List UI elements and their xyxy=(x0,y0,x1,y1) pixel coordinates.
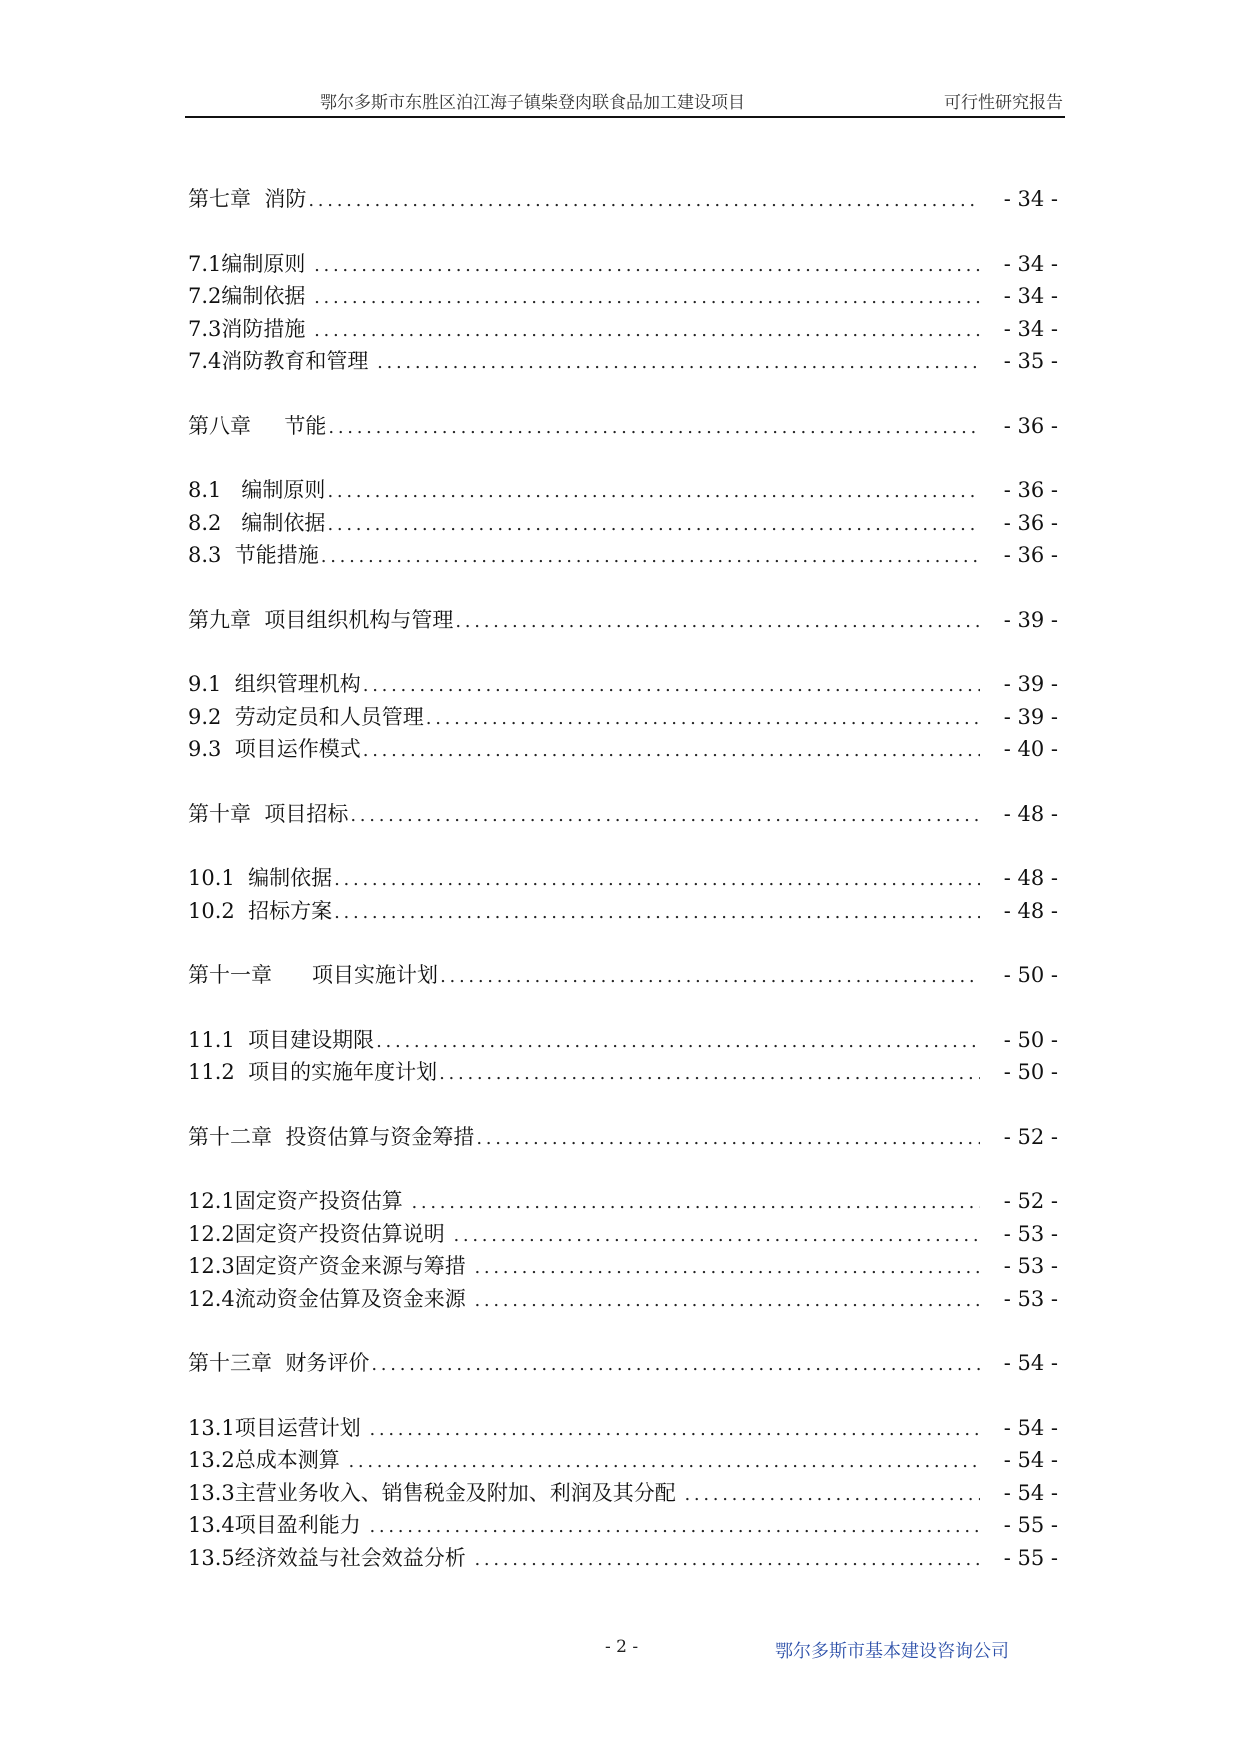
toc-entry-title: 第十二章 投资估算与资金筹措 xyxy=(188,1124,475,1149)
toc-entry-title: 7.1编制原则 xyxy=(188,251,313,276)
toc-entry-title: 12.2固定资产投资估算说明 xyxy=(188,1221,452,1246)
toc-page-number: - 36 - xyxy=(1003,510,1058,535)
toc-chapter-entry[interactable] xyxy=(188,959,1058,992)
toc-dot-leader xyxy=(334,864,980,895)
toc-chapter-entry[interactable] xyxy=(188,183,1058,216)
toc-entry-title: 11.1 项目建设期限 xyxy=(188,1027,375,1052)
toc-page-number: - 52 - xyxy=(1003,1124,1058,1149)
toc-dot-leader xyxy=(476,1123,980,1154)
toc-section-entry[interactable] xyxy=(188,1250,1058,1283)
toc-spacer xyxy=(188,1315,1058,1347)
toc-entry-title: 12.1固定资产投资估算 xyxy=(188,1189,410,1213)
toc-section-entry[interactable] xyxy=(188,474,1058,507)
toc-dot-leader xyxy=(439,1058,980,1089)
toc-dot-leader xyxy=(474,1544,980,1575)
toc-entry-title: 11.2 项目的实施年度计划 xyxy=(188,1060,438,1084)
toc-spacer xyxy=(188,830,1058,862)
toc-section-entry[interactable] xyxy=(188,1412,1058,1445)
toc-entry-title: 第十三章 财务评价 xyxy=(188,1351,370,1375)
toc-dot-leader xyxy=(474,1285,980,1316)
toc-section-entry[interactable] xyxy=(188,1509,1058,1542)
toc-entry-title: 9.1 组织管理机构 xyxy=(188,672,361,696)
toc-section-entry[interactable] xyxy=(188,701,1058,734)
toc-page-number: - 39 - xyxy=(1003,607,1058,632)
toc-page-number: - 50 - xyxy=(1003,963,1058,987)
toc-entry-title: 8.2 编制依据 xyxy=(188,510,326,535)
toc-section-entry[interactable] xyxy=(188,1283,1058,1316)
toc-page-number: - 48 - xyxy=(1003,898,1058,923)
toc-entry-title: 12.3固定资产资金来源与筹措 xyxy=(188,1254,473,1278)
toc-dot-leader xyxy=(348,1446,980,1477)
toc-spacer xyxy=(188,927,1058,959)
toc-page-number: - 54 - xyxy=(1003,1448,1058,1472)
toc-section-entry[interactable] xyxy=(188,313,1058,346)
toc-page-number: - 34 - xyxy=(1003,284,1058,308)
toc-section-entry[interactable] xyxy=(188,1444,1058,1477)
toc-section-entry[interactable] xyxy=(188,539,1058,572)
toc-dot-leader xyxy=(371,1349,980,1380)
toc-spacer xyxy=(188,378,1058,410)
footer-page-number: - 2 - xyxy=(605,1637,639,1657)
toc-entry-title: 9.2 劳动定员和人员管理 xyxy=(188,704,424,729)
toc-dot-leader xyxy=(328,412,980,443)
toc-entry-title: 7.4消防教育和管理 xyxy=(188,349,376,373)
toc-dot-leader xyxy=(327,509,980,540)
toc-dot-leader xyxy=(369,1511,980,1542)
toc-chapter-entry[interactable] xyxy=(188,1347,1058,1380)
toc-dot-leader xyxy=(376,1026,980,1057)
toc-dot-leader xyxy=(453,1220,980,1251)
toc-entry-title: 7.3消防措施 xyxy=(188,316,313,341)
toc-page-number: - 36 - xyxy=(1003,478,1058,502)
toc-section-entry[interactable] xyxy=(188,862,1058,895)
toc-entry-title: 8.3 节能措施 xyxy=(188,543,319,567)
toc-dot-leader xyxy=(321,541,980,572)
toc-page-number: - 54 - xyxy=(1003,1480,1058,1505)
toc-page-number: - 48 - xyxy=(1003,866,1058,890)
toc-page-number: - 34 - xyxy=(1003,316,1058,341)
toc-entry-title: 第七章 消防 xyxy=(188,187,307,211)
toc-page-number: - 54 - xyxy=(1003,1351,1058,1375)
toc-entry-title: 第十一章 项目实施计划 xyxy=(188,963,439,987)
toc-dot-leader xyxy=(350,800,980,831)
toc-chapter-entry[interactable] xyxy=(188,604,1058,637)
toc-page-number: - 53 - xyxy=(1003,1254,1058,1278)
page-header xyxy=(185,86,1065,118)
toc-entry-title: 9.3 项目运作模式 xyxy=(188,737,361,761)
toc-page-number: - 54 - xyxy=(1003,1415,1058,1440)
toc-entry-title: 13.2总成本测算 xyxy=(188,1448,347,1472)
toc-section-entry[interactable] xyxy=(188,248,1058,281)
toc-dot-leader xyxy=(363,735,980,766)
toc-entry-title: 13.4项目盈利能力 xyxy=(188,1513,368,1537)
toc-spacer xyxy=(188,216,1058,248)
toc-dot-leader xyxy=(327,476,980,507)
toc-entry-title: 13.3主营业务收入、销售税金及附加、利润及其分配 xyxy=(188,1480,683,1505)
toc-entry-title: 第八章 节能 xyxy=(188,413,327,438)
header-project-title: 鄂尔多斯市东胜区泊江海子镇柴登肉联食品加工建设项目 xyxy=(320,93,745,113)
toc-dot-leader xyxy=(314,282,980,313)
toc-dot-leader xyxy=(334,897,980,928)
toc-dot-leader xyxy=(474,1252,980,1283)
table-of-contents xyxy=(188,183,1058,1574)
toc-entry-title: 12.4流动资金估算及资金来源 xyxy=(188,1286,473,1311)
toc-page-number: - 48 - xyxy=(1003,801,1058,826)
toc-page-number: - 53 - xyxy=(1003,1221,1058,1246)
toc-entry-title: 10.1 编制依据 xyxy=(188,866,333,890)
toc-page-number: - 39 - xyxy=(1003,704,1058,729)
toc-spacer xyxy=(188,1089,1058,1121)
toc-chapter-entry[interactable] xyxy=(188,1121,1058,1154)
toc-chapter-entry[interactable] xyxy=(188,798,1058,831)
toc-entry-title: 13.5经济效益与社会效益分析 xyxy=(188,1545,473,1570)
toc-entry-title: 8.1 编制原则 xyxy=(188,478,326,502)
toc-dot-leader xyxy=(314,250,980,281)
toc-dot-leader xyxy=(684,1479,980,1510)
toc-dot-leader xyxy=(411,1187,980,1218)
toc-page-number: - 50 - xyxy=(1003,1027,1058,1052)
toc-page-number: - 36 - xyxy=(1003,413,1058,438)
toc-dot-leader xyxy=(314,315,980,346)
toc-page-number: - 52 - xyxy=(1003,1189,1058,1213)
toc-spacer xyxy=(188,766,1058,798)
toc-entry-title: 第十章 项目招标 xyxy=(188,801,349,826)
header-doc-type: 可行性研究报告 xyxy=(944,93,1063,113)
toc-section-entry[interactable] xyxy=(188,1185,1058,1218)
toc-section-entry[interactable] xyxy=(188,1218,1058,1251)
toc-section-entry[interactable] xyxy=(188,1477,1058,1510)
toc-spacer xyxy=(188,572,1058,604)
footer-company-name: 鄂尔多斯市基本建设咨询公司 xyxy=(775,1641,1009,1662)
toc-page-number: - 40 - xyxy=(1003,737,1058,761)
toc-entry-title: 13.1项目运营计划 xyxy=(188,1415,368,1440)
toc-dot-leader xyxy=(455,606,980,637)
toc-spacer xyxy=(188,636,1058,668)
toc-page-number: - 35 - xyxy=(1003,349,1058,373)
toc-section-entry[interactable] xyxy=(188,507,1058,540)
toc-section-entry[interactable] xyxy=(188,1056,1058,1089)
toc-dot-leader xyxy=(363,670,980,701)
toc-spacer xyxy=(188,442,1058,474)
toc-dot-leader xyxy=(377,347,980,378)
toc-page-number: - 34 - xyxy=(1003,251,1058,276)
toc-spacer xyxy=(188,992,1058,1024)
toc-entry-title: 第九章 项目组织机构与管理 xyxy=(188,607,454,632)
toc-section-entry[interactable] xyxy=(188,1024,1058,1057)
toc-entry-title: 7.2编制依据 xyxy=(188,284,313,308)
toc-section-entry[interactable] xyxy=(188,668,1058,701)
toc-dot-leader xyxy=(369,1414,980,1445)
toc-page-number: - 53 - xyxy=(1003,1286,1058,1311)
toc-page-number: - 50 - xyxy=(1003,1060,1058,1084)
toc-page-number: - 55 - xyxy=(1003,1513,1058,1537)
toc-dot-leader xyxy=(308,185,980,216)
toc-section-entry[interactable] xyxy=(188,895,1058,928)
toc-dot-leader xyxy=(426,703,980,734)
toc-page-number: - 55 - xyxy=(1003,1545,1058,1570)
toc-page-number: - 36 - xyxy=(1003,543,1058,567)
toc-spacer xyxy=(188,1380,1058,1412)
toc-section-entry[interactable] xyxy=(188,280,1058,313)
toc-section-entry[interactable] xyxy=(188,345,1058,378)
toc-entry-title: 10.2 招标方案 xyxy=(188,898,333,923)
toc-page-number: - 34 - xyxy=(1003,187,1058,211)
toc-spacer xyxy=(188,1153,1058,1185)
toc-page-number: - 39 - xyxy=(1003,672,1058,696)
toc-section-entry[interactable] xyxy=(188,733,1058,766)
toc-chapter-entry[interactable] xyxy=(188,410,1058,443)
toc-section-entry[interactable] xyxy=(188,1542,1058,1575)
toc-dot-leader xyxy=(440,961,980,992)
